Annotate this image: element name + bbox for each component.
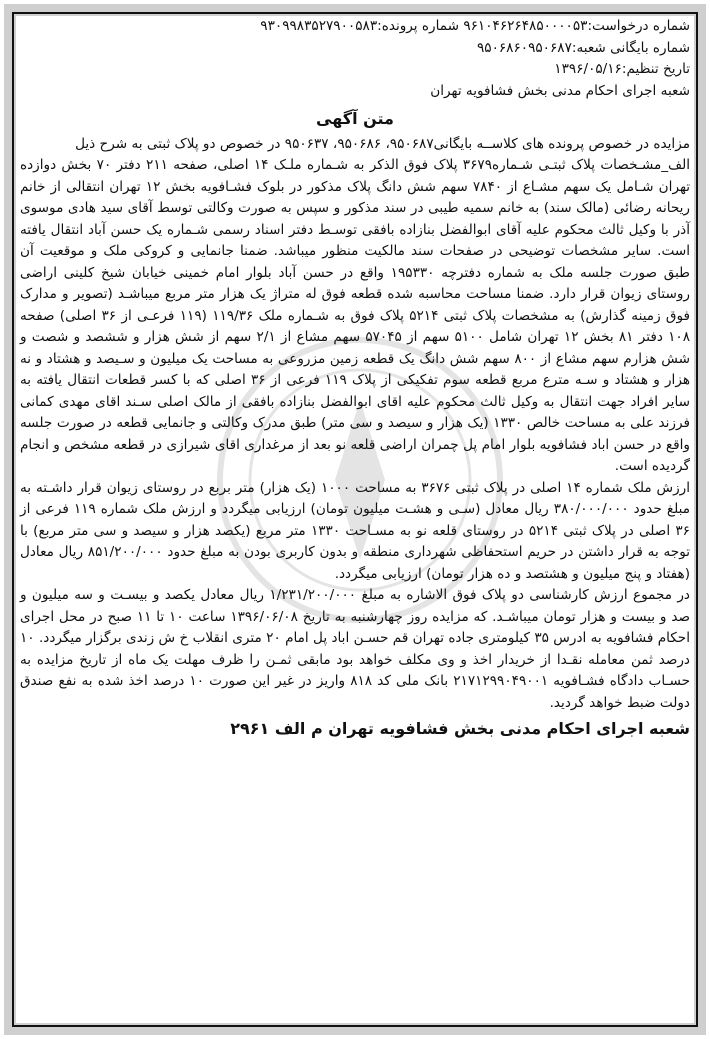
auction-intro-paragraph: مزایده در خصوص پرونده های کلاســه بایگانی۹۵۰۶۸۷، ۹۵۰۶۸۶، ۹۵۰۶۳۷ در خصوص دو پلاک ثبتی به شرح ذیل — [75, 135, 690, 152]
notice-content — [20, 16, 690, 1026]
auction-terms-paragraph: در مجموع ارزش کارشناسی دو پلاک فوق الاشاره به مبلغ ۱/۲۳۱/۲۰۰/۰۰۰ ریال معادل یکصد و بیسـت و سه میلیون و صد و بیست و هزار تومان میباشـد. که مزایده روز چهارشنبه به تاریخ ۱۳۹۶/۰۶/۰۸ ساعت ۱۰ تا ۱۱ صبح در محل اجرای احکام فشافویه به ادرس ۳۵ کیلومتری جاده تهران قم حسـن اباد پل امام ۲۰ متری انقلاب خ ش زندی برگزار میگردد. ۱۰ درصد ثمن معامله نقـدا از خریدار اخذ و وی مکلف خواهد بود مابقی ثمـن را ظرف مهلت یک ماه از تاریخ مزایده به حسـاب دادگاه فشـافویه ۲۱۷۱۲۹۹۰۴۹۰۰۱ بانک ملی کد ۸۱۸ واریز در غیر این صورت ۱۰ درصد اخذ شده به نفع صندق دولت ضبط خواهد گردید. — [20, 587, 690, 711]
issue-date: تاریخ تنظیم:۱۳۹۶/۰۵/۱۶ — [554, 61, 690, 77]
request-file-numbers: شماره درخواست:۹۶۱۰۴۶۲۶۴۸۵۰۰۰۰۵۳ شماره پرونده:۹۳۰۹۹۸۳۵۲۷۹۰۰۵۸۳ — [260, 18, 690, 34]
notice-title: متن آگهی — [316, 109, 394, 128]
footer-signature: شعبه اجرای احکام مدنی بخش فشافویه تهران م الف ۲۹۶۱ — [230, 719, 690, 738]
valuation-paragraph: ارزش ملک شماره ۱۴ اصلی در پلاک ثبتی ۳۶۷۶ به مساحت ۱۰۰۰ (یک هزار) متر بربع در روستای زیوان قرار داشـته به مبلغ حدود ۳۸۰/۰۰۰/۰۰۰ ریال معادل (سـی و هشـت میلیون تومان) ارزیابی میگردد و ارزش ملک شماره ۱۱۹ فرعی از ۳۶ اصلی در پلاک ثبتی ۵۲۱۴ در روستای قلعه نو به مسـاحت ۱۳۳۰ متر مربع (یکصد هزار و سیصد و سی متر مربع) با توجه به قرار داشتن در حریم استحفاظی شهرداری منطقه و بدون کاربری بودن به مبلغ حدود ۸۵۱/۲۰۰/۰۰۰ ریال معادل (هفتاد و پنج میلیون و هشتصد و ده هزار تومان) ارزیابی میگردد. — [20, 479, 690, 582]
archive-number: شماره بایگانی شعبه:۹۵۰۶۸۶۰۹۵۰۶۸۷ — [476, 39, 690, 56]
issuing-branch: شعبه اجرای احکام مدنی بخش فشافویه تهران — [430, 82, 690, 99]
property-specs-paragraph: الف_مشـخصات پلاک ثبتـی شـماره۳۶۷۹ پلاک فوق الذکر به شـماره ملـک ۱۴ اصلی، صفحه ۲۱۱ دفتر ۷۰ بخش دوازده تهران شـامل یک سهم مشـاع از ۷۸۴۰ سهم شش دانگ پلاک مذکور در بلوک فشـافویه بخش ۱۲ تهران انتقالی از خانم ریحانه رضائی (مالک سند) به خانم سمیه طیبی در سند مذکور و سپس به صورت وکالتی توسط آقای سید هادی موسوی آذر با وکیل ثالث محکوم علیه آقای ابوالفضل بنازاده بافقی توسـط دفتر اسناد رسمی شـماره یک حسن آباد انتقال یافته است. سایر مشخصات توضیحی در صفحات سند مالکیت منظور میباشد. ضمنا جانمایی و کروکی ملک و موقعیت آن طبق صورت جلسه ملک به شماره دفترچه ۱۹۵۳۳۰ واقع در حسن آباد بلوار امام خمینی خیابان شیخ کلینی اراضی روستای زیوان قرار دارد. ضمنا مساحت محاسبه شده قطعه فوق له متراژ یک هزار متر مربع میباشـد (تصویر و مدارک فوق زمینه گذارش) به مشخصات پلاک ثبتی ۵۲۱۴ پلاک فوق به شـماره ملک ۱۱۹/۳۶ (۱۱۹ فرعـی از ۳۶ اصلی) صفحه ۱۰۸ دفتر ۸۱ بخش ۱۲ تهران شامل ۵۱۰۰ سهم از ۵۷۰۴۵ سهم مشاع از ۲/۱ سهم از شش هزار و ششصد و شصت و شش هزارم سهم مشاع از ۸۰۰ سهم شش دانگ یک قطعه زمین مزروعی به مساحت یک میلیون و سـیصد و هشتاد و نه هزار و هشتاد و سـه مترع مربع قطعه سوم تفکیکی از پلاک ۱۱۹ فرعی از ۳۶ اصلی که با کسر قطعات انتقال یافته به سایر افراد جهت انتقال به وکیل ثالث محکوم علیه اقای ابوالفضل بنازاده بافقی از مالک اصلی سـند اقای مهدی کمانی فرزند علی به مساحت خالص ۱۳۳۰ (یک هزار و سیصد و سی متر) طبق مدرک وکالتی و جانمایی قطعه در صورت جلسه واقع در حسن اباد فشافویه بلوار امام پل چمران اراضی قلعه نو بعد از مرغداری اقای شیرازی در قطعه مشخص و انجام گردیده است. — [20, 157, 691, 474]
